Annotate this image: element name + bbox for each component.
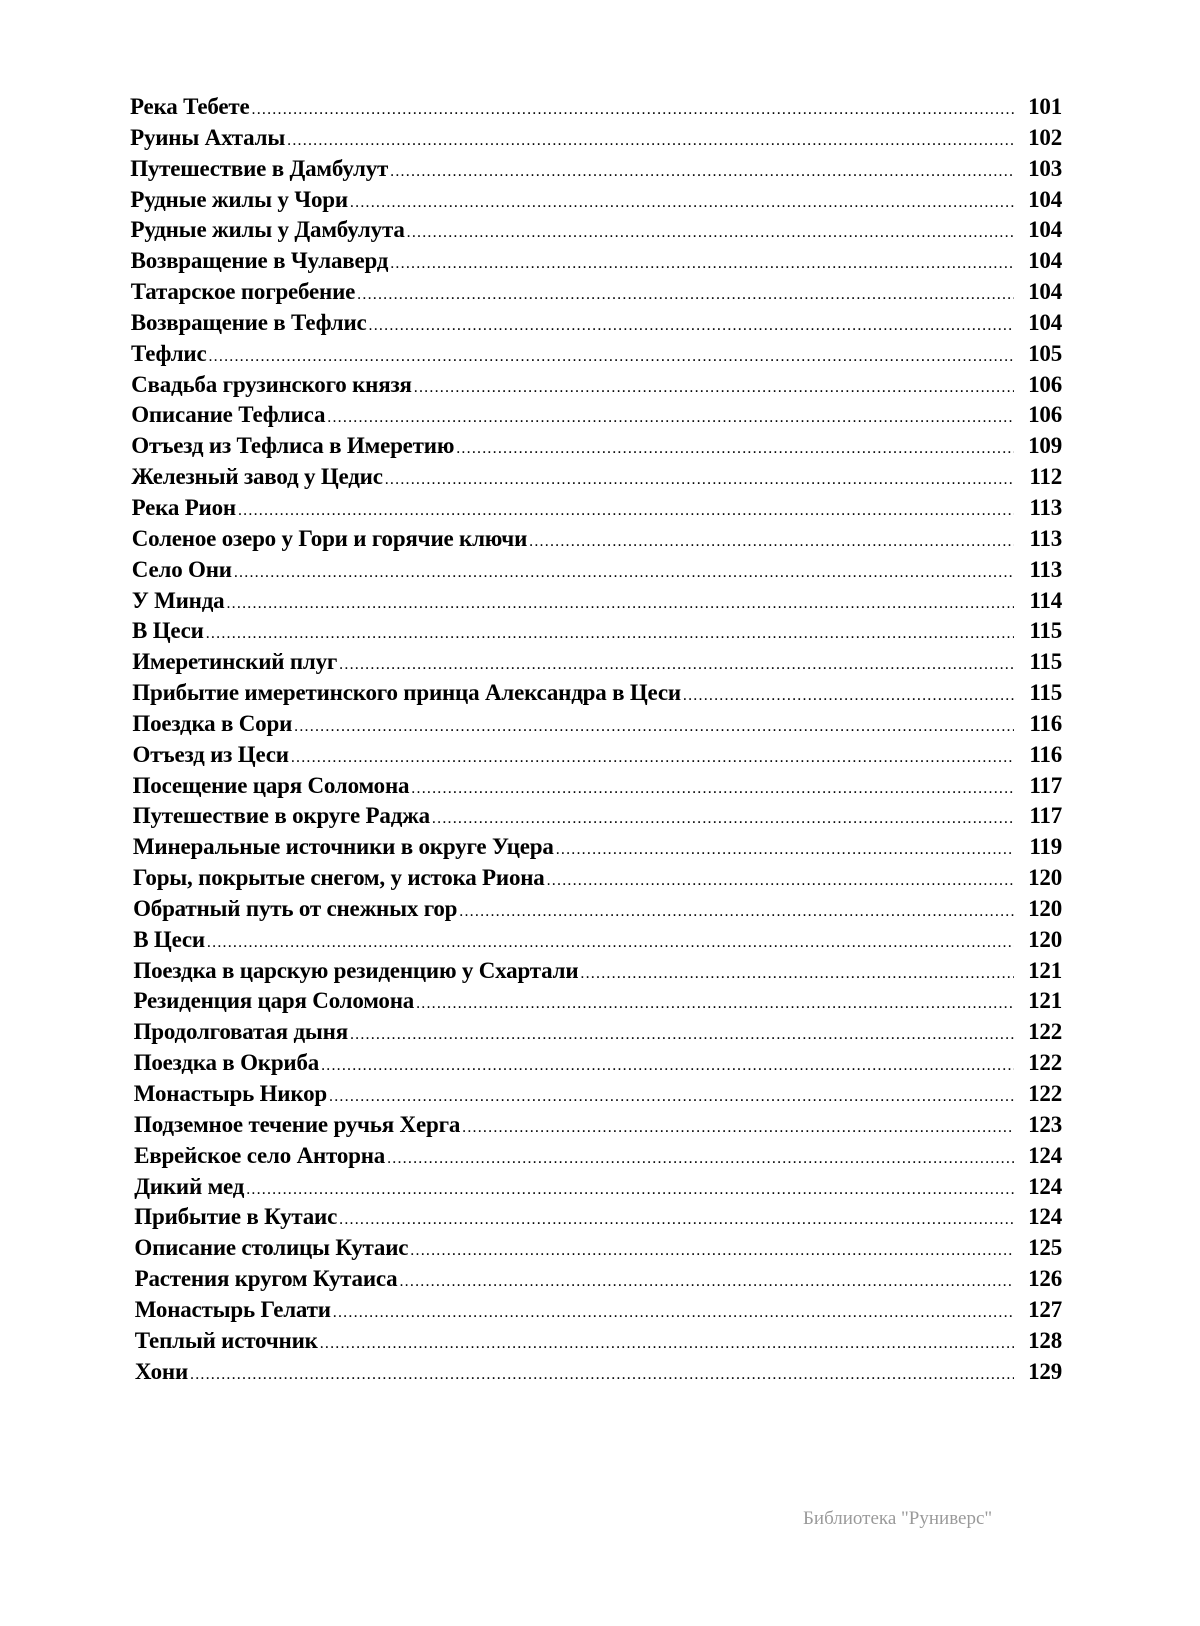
- toc-entry-title: Прибытие в Кутаис: [134, 1204, 338, 1230]
- dot-leader: [329, 1082, 1014, 1113]
- toc-entry-title: В Цеси: [132, 618, 204, 644]
- dot-leader: [327, 403, 1014, 434]
- toc-entry-title: Путешествие в округе Раджа: [132, 803, 430, 829]
- toc-entry: [130, 986, 1062, 1017]
- toc-entry-page: 102: [1028, 124, 1062, 150]
- toc-entry-title: Теплый источник: [134, 1327, 318, 1353]
- dot-leader: [529, 527, 1014, 558]
- toc-entry-page: 115: [1029, 680, 1062, 706]
- toc-entry-title: Еврейское село Анторна: [134, 1142, 386, 1168]
- toc-entry-title: Отъезд из Цеси: [132, 741, 289, 767]
- toc-entry: [130, 123, 1062, 154]
- dot-leader: [350, 188, 1014, 219]
- toc-entry-title: Путешествие в Дамбулут: [130, 155, 389, 181]
- toc-entry-page: 123: [1028, 1111, 1062, 1137]
- toc-entry-title: Описание Тефлиса: [131, 402, 326, 428]
- table-of-contents: [130, 92, 1062, 1387]
- toc-entry-page: 117: [1029, 803, 1062, 829]
- toc-entry-title: Возвращение в Чулаверд: [130, 248, 389, 274]
- toc-entry-page: 128: [1028, 1327, 1062, 1353]
- dot-leader: [287, 126, 1014, 157]
- toc-entry-title: Татарское погребение: [130, 279, 356, 305]
- toc-entry-page: 129: [1028, 1358, 1062, 1384]
- dot-leader: [320, 1329, 1014, 1360]
- dot-leader: [226, 589, 1014, 620]
- toc-entry: [130, 431, 1062, 462]
- toc-entry: [130, 1141, 1062, 1172]
- toc-entry-title: Горы, покрытые снегом, у истока Риона: [133, 865, 545, 891]
- toc-entry: [130, 1202, 1062, 1233]
- dot-leader: [462, 1113, 1014, 1144]
- dot-leader: [238, 496, 1014, 527]
- toc-entry-page: 122: [1028, 1050, 1062, 1076]
- toc-entry: [130, 1017, 1062, 1048]
- toc-entry: [130, 616, 1062, 647]
- dot-leader: [369, 311, 1014, 342]
- toc-entry-title: Рудные жилы у Дамбулута: [130, 217, 405, 243]
- toc-entry: [130, 801, 1062, 832]
- toc-entry-page: 103: [1028, 155, 1062, 181]
- toc-entry-title: Резиденция царя Соломона: [133, 988, 415, 1014]
- toc-entry: [130, 1079, 1062, 1110]
- toc-entry: [130, 246, 1062, 277]
- toc-entry-title: Прибытие имеретинского принца Александра в Цеси: [132, 680, 681, 706]
- toc-entry: [130, 771, 1062, 802]
- toc-entry: [130, 524, 1062, 555]
- dot-leader: [294, 712, 1014, 743]
- toc-entry-page: 126: [1028, 1266, 1062, 1292]
- dot-leader: [399, 1267, 1014, 1298]
- toc-entry-page: 120: [1028, 895, 1062, 921]
- toc-entry-page: 105: [1028, 340, 1062, 366]
- toc-entry-title: Свадьба грузинского князя: [131, 371, 412, 397]
- toc-entry-page: 124: [1028, 1142, 1062, 1168]
- toc-entry-title: Тефлис: [131, 340, 207, 366]
- toc-entry-page: 116: [1029, 741, 1062, 767]
- toc-entry-title: Река Рион: [131, 494, 236, 520]
- toc-entry-page: 121: [1028, 957, 1062, 983]
- toc-entry-page: 122: [1028, 1019, 1062, 1045]
- dot-leader: [459, 897, 1014, 928]
- toc-entry: [130, 1357, 1062, 1388]
- toc-entry: [130, 678, 1062, 709]
- toc-entry: [130, 1048, 1062, 1079]
- toc-entry: [130, 1172, 1062, 1203]
- toc-entry-page: 116: [1029, 710, 1062, 736]
- toc-entry-title: Минеральные источники в округе Уцера: [132, 834, 554, 860]
- dot-leader: [556, 835, 1014, 866]
- dot-leader: [339, 650, 1014, 681]
- toc-entry-page: 113: [1029, 494, 1062, 520]
- toc-entry-title: Имеретинский плуг: [132, 649, 338, 675]
- toc-entry: [130, 277, 1062, 308]
- dot-leader: [339, 1205, 1014, 1236]
- dot-leader: [407, 218, 1014, 249]
- toc-entry: [130, 400, 1062, 431]
- dot-leader: [547, 866, 1014, 897]
- toc-entry-page: 120: [1028, 926, 1062, 952]
- dot-leader: [414, 373, 1014, 404]
- toc-entry-page: 120: [1028, 865, 1062, 891]
- toc-entry-page: 119: [1029, 834, 1062, 860]
- toc-entry-title: Поездка в Окриба: [133, 1050, 320, 1076]
- toc-entry: [130, 92, 1062, 123]
- toc-entry-title: Рудные жилы у Чори: [130, 186, 348, 212]
- toc-entry: [130, 370, 1062, 401]
- dot-leader: [390, 249, 1014, 280]
- library-footer: Библиотека "Руниверс": [803, 1508, 993, 1529]
- toc-entry-page: 106: [1028, 402, 1062, 428]
- dot-leader: [291, 743, 1014, 774]
- toc-entry-page: 106: [1028, 371, 1062, 397]
- dot-leader: [432, 804, 1014, 835]
- toc-entry-page: 112: [1029, 464, 1062, 490]
- toc-entry-page: 124: [1028, 1173, 1062, 1199]
- toc-entry: [130, 956, 1062, 987]
- toc-entry-page: 115: [1029, 649, 1062, 675]
- toc-entry: [130, 1326, 1062, 1357]
- toc-entry-page: 114: [1029, 587, 1062, 613]
- toc-entry-page: 127: [1028, 1296, 1062, 1322]
- dot-leader: [580, 959, 1014, 990]
- dot-leader: [390, 157, 1014, 188]
- dot-leader: [357, 280, 1014, 311]
- toc-entry-title: Река Тебете: [130, 94, 250, 119]
- toc-entry: [130, 1110, 1062, 1141]
- toc-entry-page: 104: [1028, 309, 1062, 335]
- toc-entry: [130, 740, 1062, 771]
- dot-leader: [411, 774, 1014, 805]
- toc-entry: [130, 493, 1062, 524]
- dot-leader: [333, 1298, 1014, 1329]
- dot-leader: [208, 342, 1014, 373]
- toc-entry-title: Возвращение в Тефлис: [130, 309, 367, 335]
- toc-entry-page: 109: [1028, 433, 1062, 459]
- toc-entry: [130, 925, 1062, 956]
- dot-leader: [387, 1144, 1014, 1175]
- toc-entry-title: Дикий мед: [134, 1173, 245, 1199]
- dot-leader: [416, 989, 1014, 1020]
- toc-entry: [130, 185, 1062, 216]
- toc-entry: [130, 1295, 1062, 1326]
- toc-entry: [130, 215, 1062, 246]
- toc-entry-title: Соленое озеро у Гори и горячие ключи: [131, 525, 528, 551]
- toc-entry: [130, 586, 1062, 617]
- dot-leader: [321, 1051, 1014, 1082]
- toc-entry: [130, 339, 1062, 370]
- toc-entry-title: Обратный путь от снежных гор: [133, 895, 458, 921]
- dot-leader: [410, 1236, 1014, 1267]
- toc-entry-title: Поездка в царскую резиденцию у Схартали: [133, 957, 579, 983]
- toc-entry-page: 104: [1028, 248, 1062, 274]
- dot-leader: [246, 1175, 1014, 1206]
- toc-entry: [130, 709, 1062, 740]
- toc-entry-title: Посещение царя Соломона: [132, 772, 410, 798]
- toc-entry-title: Хони: [134, 1358, 188, 1384]
- toc-entry-title: Монастырь Гелати: [134, 1296, 331, 1322]
- dot-leader: [252, 95, 1015, 126]
- dot-leader: [206, 619, 1014, 650]
- dot-leader: [190, 1360, 1014, 1391]
- toc-entry-title: Железный завод у Цедис: [131, 464, 383, 490]
- toc-entry-title: У Минда: [131, 587, 225, 613]
- toc-entry-title: В Цеси: [133, 926, 205, 952]
- dot-leader: [234, 558, 1014, 589]
- toc-entry-title: Подземное течение ручья Херга: [134, 1111, 461, 1137]
- toc-entry: [130, 863, 1062, 894]
- toc-entry-title: Отъезд из Тефлиса в Имеретию: [131, 433, 455, 459]
- toc-entry: [130, 647, 1062, 678]
- toc-entry-title: Описание столицы Кутаис: [134, 1235, 409, 1261]
- dot-leader: [456, 434, 1014, 465]
- toc-entry-page: 113: [1029, 556, 1062, 582]
- toc-entry-page: 122: [1028, 1081, 1062, 1106]
- toc-entry: [130, 832, 1062, 863]
- toc-entry-title: Монастырь Никор: [133, 1081, 328, 1106]
- toc-entry: [130, 1233, 1062, 1264]
- toc-entry-title: Руины Ахталы: [130, 124, 286, 150]
- toc-entry-page: 104: [1028, 279, 1062, 305]
- toc-entry: [130, 154, 1062, 185]
- toc-entry-page: 117: [1029, 772, 1062, 798]
- toc-entry-page: 125: [1028, 1235, 1062, 1261]
- toc-entry: [130, 1264, 1062, 1295]
- toc-entry-page: 104: [1028, 186, 1062, 212]
- dot-leader: [385, 465, 1014, 496]
- dot-leader: [683, 681, 1014, 712]
- toc-entry-title: Растения кругом Кутаиса: [134, 1266, 398, 1292]
- toc-entry-title: Село Они: [131, 556, 232, 582]
- toc-entry-page: 124: [1028, 1204, 1062, 1230]
- toc-entry-page: 115: [1029, 618, 1062, 644]
- toc-entry: [130, 555, 1062, 586]
- toc-entry-page: 121: [1028, 988, 1062, 1014]
- toc-entry: [130, 308, 1062, 339]
- toc-entry-page: 101: [1028, 94, 1062, 119]
- toc-entry: [130, 894, 1062, 925]
- dot-leader: [207, 928, 1014, 959]
- toc-entry: [130, 462, 1062, 493]
- dot-leader: [350, 1020, 1014, 1051]
- toc-entry-title: Поездка в Сори: [132, 710, 293, 736]
- toc-entry-title: Продолговатая дыня: [133, 1019, 348, 1045]
- toc-entry-page: 113: [1029, 525, 1062, 551]
- toc-entry-page: 104: [1028, 217, 1062, 243]
